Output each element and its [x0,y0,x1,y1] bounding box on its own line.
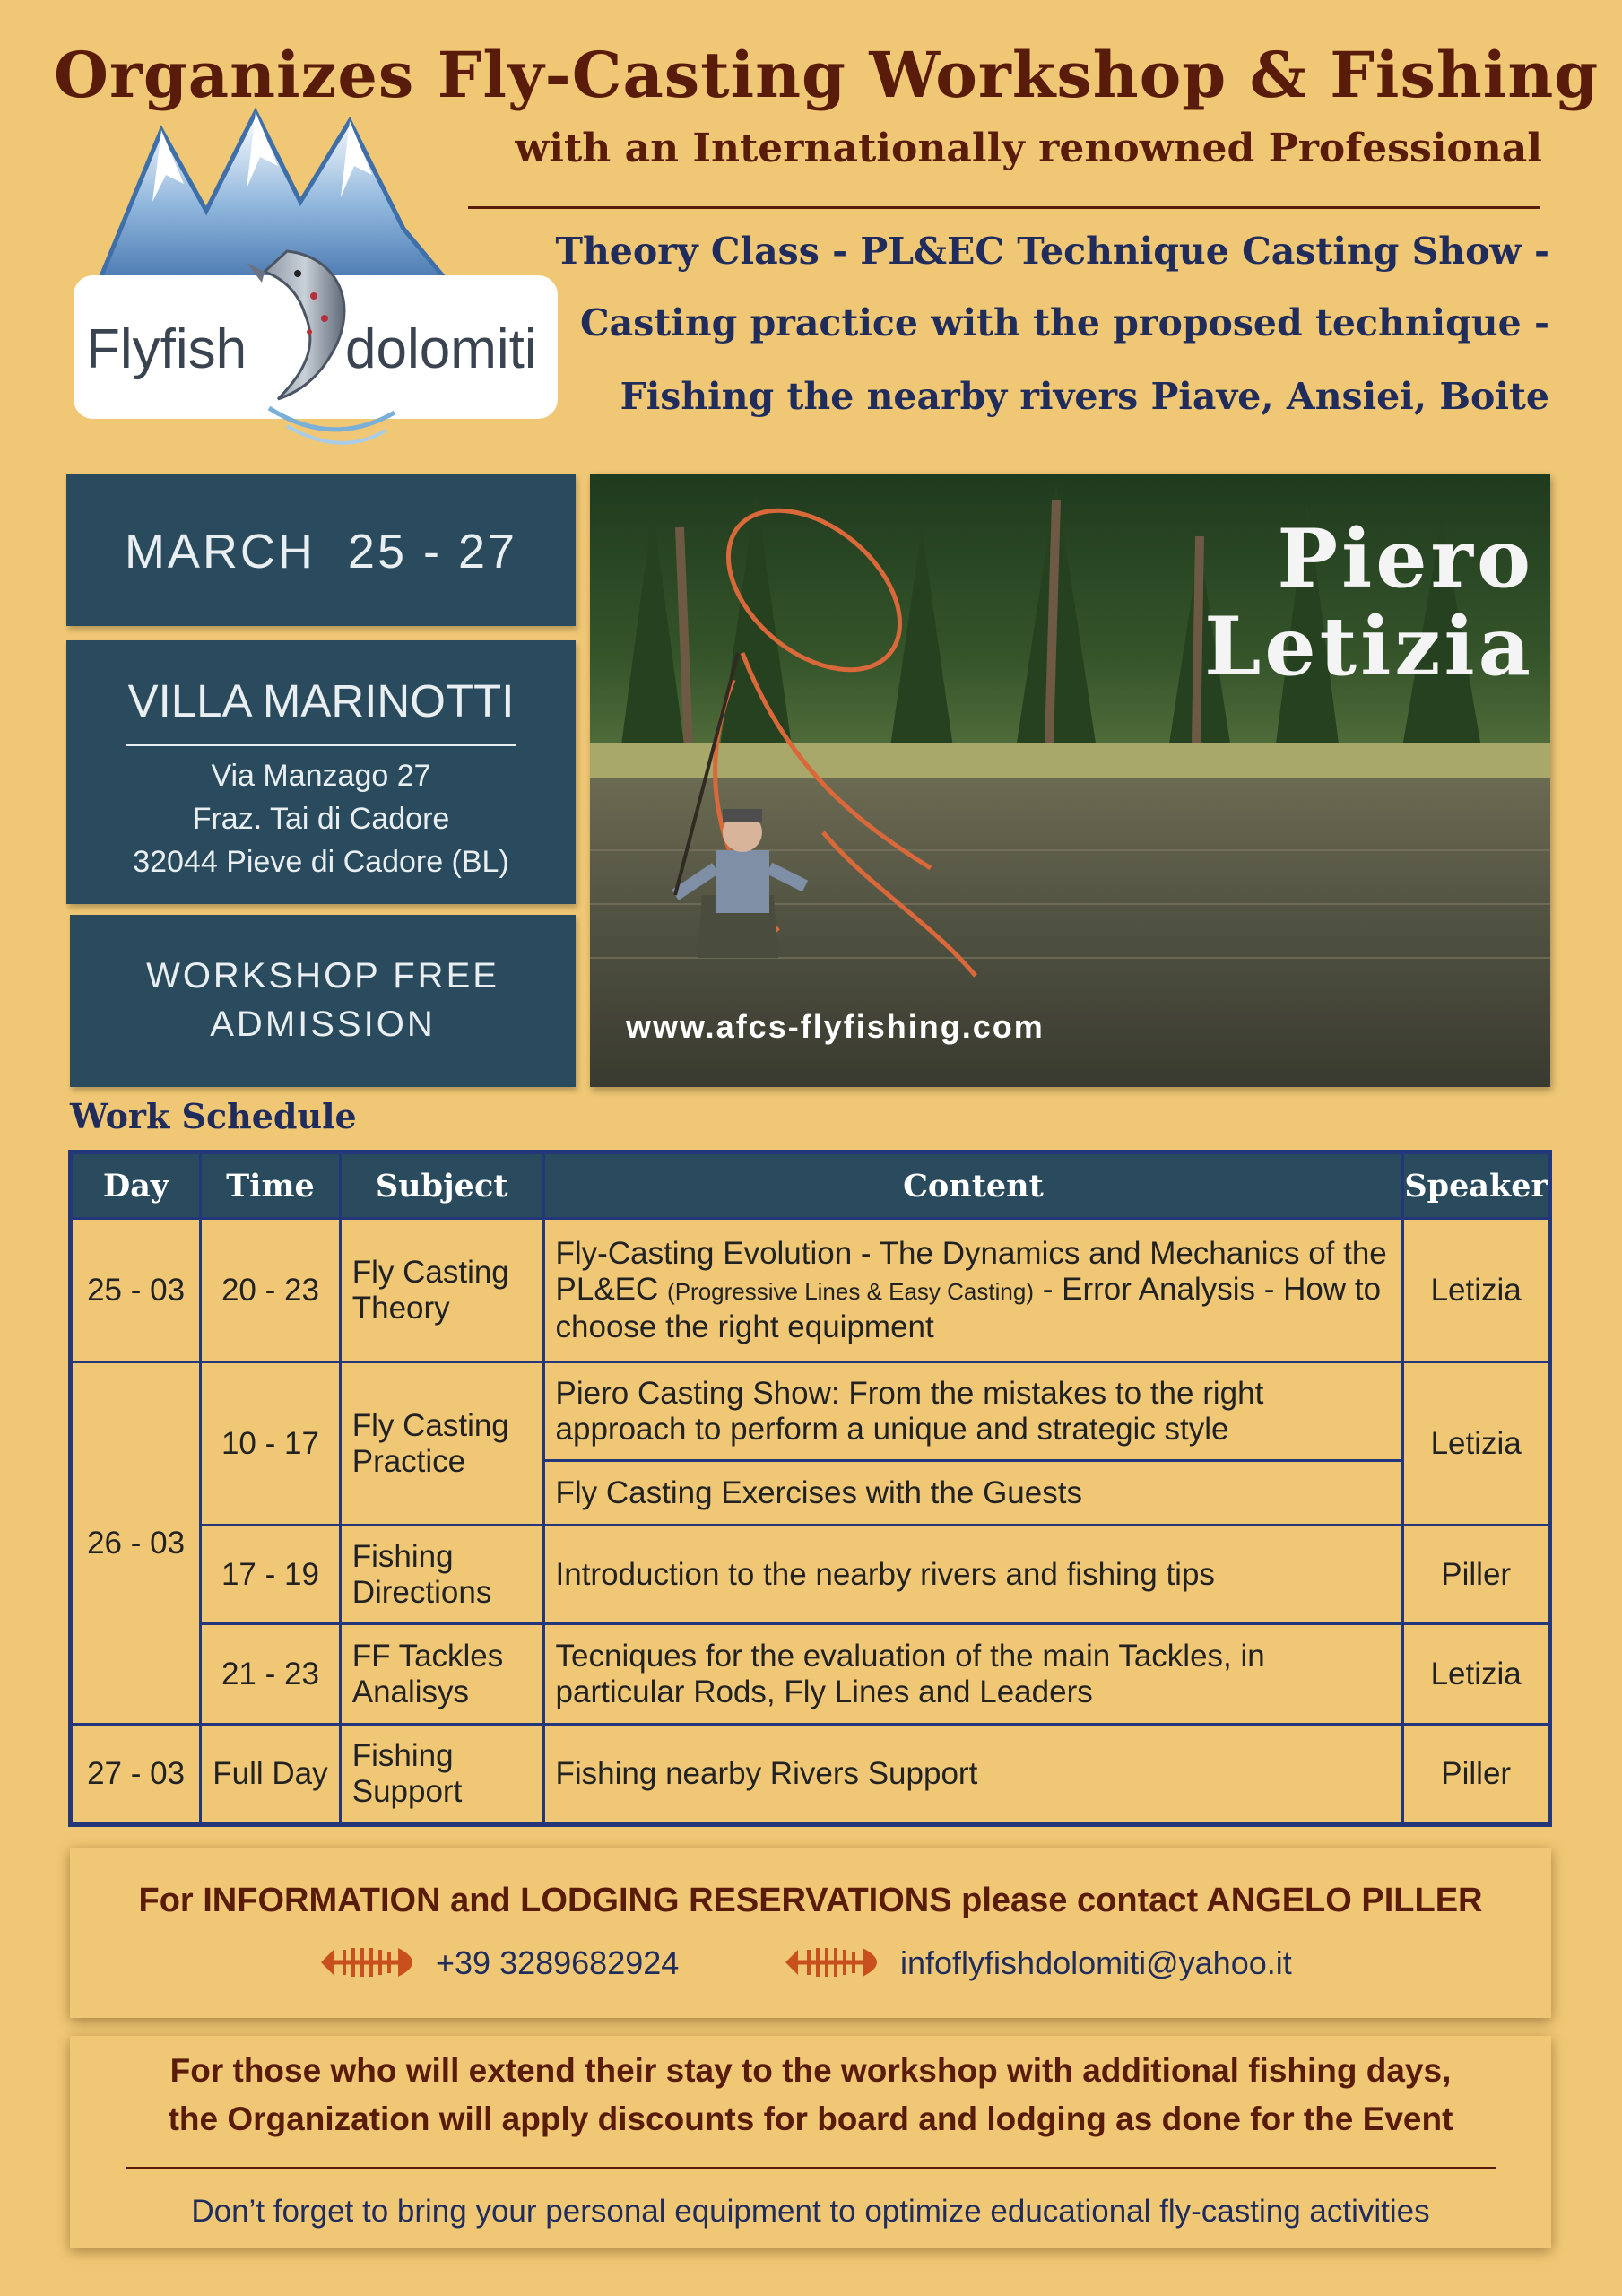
col-header-time: Time [201,1152,341,1219]
schedule-table [68,1150,1552,1827]
cell-day: 25 - 03 [71,1219,201,1362]
page-title: Organizes Fly-Casting Workshop & Fishing [54,38,1600,112]
program-line: Casting practice with the proposed technique - [580,301,1549,344]
cell-time: 10 - 17 [201,1362,341,1526]
extend-stay-box [70,2036,1551,2248]
table-row [71,1362,1550,1461]
email-address[interactable]: infoflyfishdolomiti@yahoo.it [900,1944,1292,1981]
admission-panel [70,915,576,1087]
cell-speaker: Letizia [1403,1219,1550,1362]
table-row [71,1526,1550,1624]
cell-day: 27 - 03 [71,1725,201,1825]
program-line: Theory Class - PL&EC Technique Casting Show - [555,230,1549,273]
header-divider [468,206,1540,209]
admission-line: WORKSHOP FREE [146,956,499,996]
flyfish-dolomiti-logo [63,103,569,475]
logo-text-right: dolomiti [345,318,537,380]
speaker-photo [590,474,1550,1087]
venue-divider [126,744,516,746]
table-header-row [71,1152,1550,1219]
table-row [71,1725,1550,1825]
phone-number[interactable]: +39 3289682924 [436,1944,680,1981]
cell-subject: Fishing Support [340,1725,543,1825]
fish-bone-icon [317,1943,429,1982]
speaker-first-name: Piero [1277,511,1534,606]
cell-content: Tecniques for the evaluation of the main Tackles, in particular Rods, Fly Lines and Leaders [543,1624,1403,1725]
cell-subject: Fishing Directions [340,1526,543,1624]
cell-content: Introduction to the nearby rivers and fishing tips [543,1526,1403,1624]
venue-name: VILLA MARINOTTI [127,675,515,726]
address-line: 32044 Pieve di Cadore (BL) [133,845,509,879]
cell-time: Full Day [201,1725,341,1825]
cell-content: Piero Casting Show: From the mistakes to the right approach to perform a unique and strategic style [543,1362,1403,1461]
col-header-subject: Subject [340,1152,543,1219]
cell-speaker: Piller [1403,1725,1550,1825]
admission-line: ADMISSION [210,1004,436,1044]
cell-subject: Fly Casting Theory [340,1219,543,1362]
cell-speaker: Letizia [1403,1362,1550,1526]
program-line: Fishing the nearby rivers Piave, Ansiei, Boite [620,375,1549,418]
date-panel [66,474,576,626]
contact-heading: For INFORMATION and LODGING RESERVATIONS please contact ANGELO PILLER [138,1882,1483,1919]
table-row [71,1219,1550,1362]
cell-speaker: Piller [1403,1526,1550,1624]
cell-subject: Fly Casting Practice [340,1362,543,1526]
extend-divider [126,2167,1496,2169]
cell-time: 17 - 19 [201,1526,341,1624]
cell-content: Fly Casting Exercises with the Guests [543,1461,1403,1526]
col-header-content: Content [543,1152,1403,1219]
address-line: Fraz. Tai di Cadore [192,802,450,836]
website-link[interactable]: www.afcs-flyfishing.com [626,1008,1045,1045]
schedule-title: Work Schedule [70,1096,357,1136]
cell-subject: FF Tackles Analisys [340,1624,543,1725]
content-text: - Error Analysis - How to choose the right equipment [555,1271,1382,1344]
extend-text: For those who will extend their stay to the workshop with additional fishing days, [169,2052,1452,2089]
cell-content [543,1219,1403,1362]
content-note: (Progressive Lines & Easy Casting) [667,1277,1034,1305]
cell-day: 26 - 03 [71,1362,201,1725]
fish-bone-icon [782,1943,893,1982]
equipment-reminder: Don’t forget to bring your personal equipment to optimize educational fly-casting activities [191,2194,1430,2229]
col-header-speaker: Speaker [1403,1152,1550,1219]
extend-text: the Organization will apply discounts for board and lodging as done for the Event [168,2100,1453,2137]
cell-time: 21 - 23 [201,1624,341,1725]
mountains-icon [99,112,448,283]
cell-content: Fishing nearby Rivers Support [543,1725,1403,1825]
venue-panel [66,640,576,904]
contact-box [70,1848,1551,2018]
speaker-last-name: Letizia [1204,599,1534,694]
page-subtitle: with an Internationally renowned Professional [515,126,1542,171]
cell-time: 20 - 23 [201,1219,341,1362]
event-date: MARCH 25 - 27 [124,525,518,578]
cell-speaker: Letizia [1403,1624,1550,1725]
content-text: Fly-Casting Evolution - The Dynamics and Mechanics of the PL&EC [555,1235,1387,1307]
col-header-day: Day [71,1152,201,1219]
address-line: Via Manzago 27 [211,759,431,793]
logo-text-left: Flyfish [86,318,247,380]
table-row [71,1624,1550,1725]
